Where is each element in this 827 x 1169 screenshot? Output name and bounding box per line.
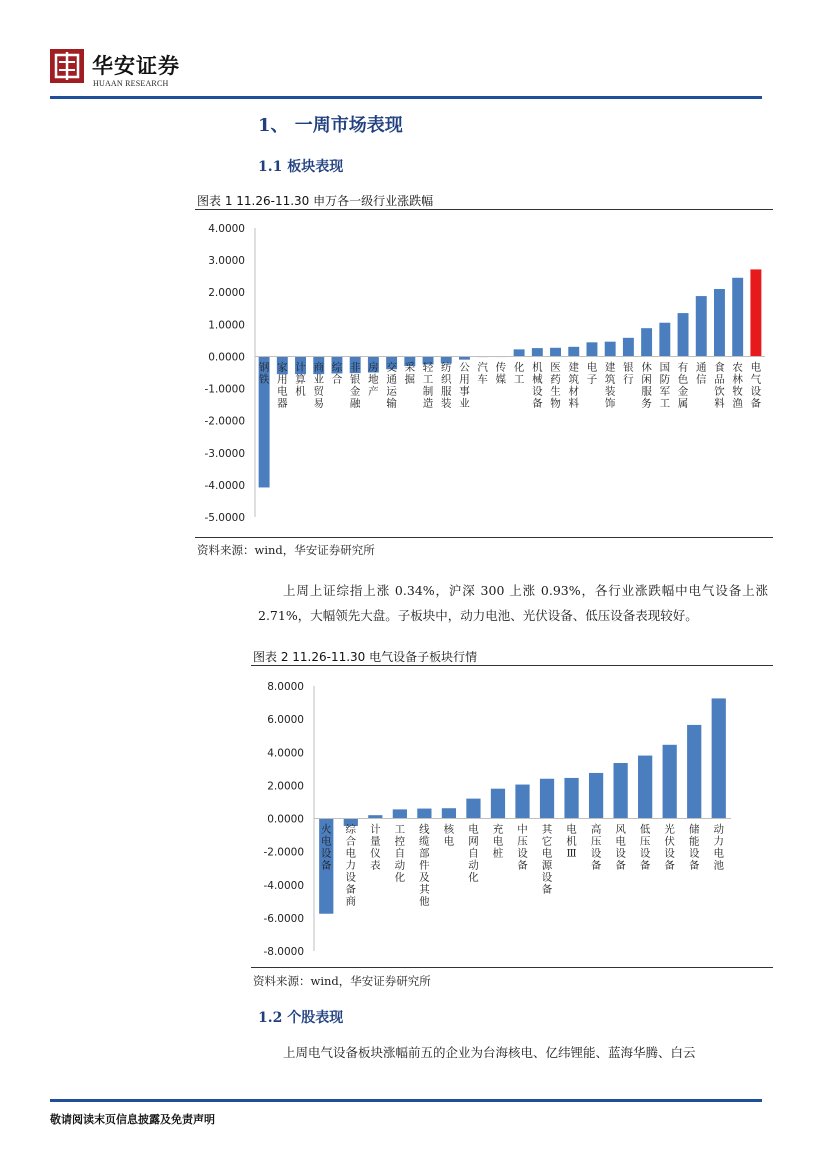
subsector-bar <box>687 725 701 819</box>
industry-bar <box>587 342 598 356</box>
figure2-top-rule <box>251 665 773 666</box>
industry-category-label: 有色金属 <box>677 361 689 410</box>
footer-disclaimer: 敬请阅读末页信息披露及免责声明 <box>50 1113 215 1126</box>
subsector-y-tick-label: 6.0000 <box>267 714 304 727</box>
figure2-caption: 图表 2 11.26-11.30 电气设备子板块行情 <box>253 650 478 664</box>
subsector-category-label: 工控自动化 <box>394 823 406 884</box>
industry-category-label: 采掘 <box>404 361 416 386</box>
industry-category-label: 化工 <box>513 361 525 386</box>
industry-category-label: 轻工制造 <box>422 361 434 410</box>
industry-category-label: 房地产 <box>368 361 379 398</box>
industry-category-label: 国防军工 <box>659 361 671 410</box>
industry-category-label: 传媒 <box>495 361 507 386</box>
subsector-returns-chart <box>251 668 775 966</box>
subsector-category-label: 中压设备 <box>517 823 528 872</box>
subsector-bar <box>589 773 603 819</box>
industry-category-label: 农林牧渔 <box>732 361 743 410</box>
industry-y-tick-label: 4.0000 <box>208 223 245 235</box>
subsector-bar <box>712 698 726 818</box>
industry-y-tick-label: -4.0000 <box>204 479 245 492</box>
subsector-y-tick-label: -2.0000 <box>263 846 304 859</box>
stock-summary-paragraph <box>258 1040 768 1065</box>
industry-y-tick-label: -5.0000 <box>204 512 245 524</box>
subsector-category-label: 风电设备 <box>615 823 626 872</box>
subsection-title-sector: 1.1 板块表现 <box>258 159 344 175</box>
subsector-y-tick-label: 2.0000 <box>267 780 304 793</box>
subsector-y-tick-label: 4.0000 <box>267 747 304 760</box>
market-summary-text: 上周上证综指上涨 0.34%，沪深 300 上涨 0.93%，各行业涨跌幅中电气设备上涨 2.71%，大幅领先大盘。子板块中，动力电池、光伏设备、低压设备表现较好。 <box>258 583 768 623</box>
subsector-bar <box>417 809 431 819</box>
industry-y-tick-label: 0.0000 <box>208 351 245 364</box>
subsector-bar <box>393 809 407 818</box>
subsector-y-tick-label: 8.0000 <box>267 681 304 693</box>
subsector-category-label: 充电桩 <box>492 823 504 860</box>
market-summary-paragraph <box>258 578 768 628</box>
industry-bar <box>641 328 652 356</box>
industry-category-label: 食品饮料 <box>714 361 725 410</box>
subsector-bar <box>442 808 456 818</box>
subsector-category-label: 光伏设备 <box>664 823 675 872</box>
industry-y-tick-label: -1.0000 <box>204 383 245 396</box>
industry-category-label: 交通运输 <box>386 361 397 410</box>
industry-category-label: 综合 <box>331 361 343 386</box>
industry-bar <box>659 323 670 357</box>
industry-bar <box>568 347 579 357</box>
industry-bar <box>714 289 725 356</box>
industry-category-label: 家用电器 <box>277 361 288 410</box>
stock-summary-text: 上周电气设备板块涨幅前五的企业为台海核电、亿纬锂能、蓝海华腾、白云 <box>283 1045 696 1060</box>
figure2-source: 资料来源：wind，华安证券研究所 <box>253 974 431 988</box>
subsector-y-tick-label: 0.0000 <box>267 813 304 826</box>
industry-category-label: 机械设备 <box>532 361 543 410</box>
subsector-bar <box>540 779 554 819</box>
subsector-category-label: 其它电源设备 <box>541 823 553 896</box>
figure1-bottom-rule <box>195 537 773 538</box>
industry-category-label: 电气设备 <box>750 361 762 410</box>
industry-bar <box>623 338 634 357</box>
logo-chinese-name: 华安证券 <box>92 53 180 78</box>
figure1-top-rule <box>195 209 773 210</box>
subsector-bar <box>515 785 529 819</box>
industry-y-tick-label: -3.0000 <box>204 447 245 460</box>
subsector-bar <box>564 778 578 819</box>
figure1-source: 资料来源：wind，华安证券研究所 <box>197 543 375 557</box>
subsector-category-label: 储能设备 <box>688 823 700 872</box>
industry-bar <box>550 348 561 357</box>
subsector-bar <box>491 789 505 819</box>
industry-category-label: 休闲服务 <box>641 361 652 410</box>
industry-bar <box>514 349 525 356</box>
industry-bar <box>732 278 743 357</box>
subsector-category-label: 电网自动化 <box>468 823 479 884</box>
industry-category-label: 非银金融 <box>349 361 361 410</box>
industry-bar <box>605 342 616 357</box>
figure2-bottom-rule <box>251 967 773 968</box>
subsector-bar <box>614 763 628 818</box>
subsector-bar <box>638 756 652 819</box>
subsection-title-stocks: 1.2 个股表现 <box>258 1010 344 1026</box>
industry-category-label: 通信 <box>696 361 707 386</box>
industry-y-tick-label: 2.0000 <box>208 287 245 300</box>
industry-category-label: 银行 <box>623 361 634 386</box>
industry-bar <box>750 269 761 356</box>
industry-y-tick-label: 1.0000 <box>208 319 245 332</box>
industry-y-tick-label: 3.0000 <box>208 255 245 268</box>
industry-category-label: 公用事业 <box>459 361 470 410</box>
subsector-category-label: 核电 <box>443 823 455 848</box>
industry-bar <box>532 348 543 356</box>
subsector-category-label: 低压设备 <box>639 823 651 872</box>
industry-returns-chart <box>195 212 775 537</box>
footer-rule <box>50 1099 762 1102</box>
industry-bar <box>678 313 689 356</box>
industry-category-label: 电子 <box>586 361 598 386</box>
subsector-bar <box>466 799 480 819</box>
industry-category-label: 建筑材料 <box>568 361 579 410</box>
industry-bar <box>696 296 707 356</box>
industry-category-label: 计算机 <box>295 361 306 398</box>
industry-category-label: 商业贸易 <box>313 361 324 410</box>
figure1-caption: 图表 1 11.26-11.30 申万各一级行业涨跌幅 <box>197 194 434 208</box>
industry-category-label: 医药生物 <box>550 361 561 410</box>
industry-category-label: 建筑装饰 <box>604 361 616 410</box>
industry-category-label: 汽车 <box>477 361 488 386</box>
subsector-category-label: 综合电力设备商 <box>345 823 357 908</box>
subsector-category-label: 火电设备 <box>321 823 332 872</box>
subsector-category-label: 动力电池 <box>713 823 724 872</box>
subsector-category-label: 线缆部件及其他 <box>419 823 430 908</box>
subsector-category-label: 电机 Ⅲ <box>566 823 577 860</box>
subsector-category-label: 计量仪表 <box>370 823 381 872</box>
subsector-bar <box>663 745 677 819</box>
logo-english-name: HUAAN RESEARCH <box>93 79 169 88</box>
subsector-y-tick-label: -4.0000 <box>263 879 304 892</box>
industry-category-label: 纺织服装 <box>441 361 452 410</box>
industry-y-tick-label: -2.0000 <box>204 415 245 428</box>
subsector-y-tick-label: -8.0000 <box>263 946 304 958</box>
header-rule <box>50 96 762 99</box>
subsector-y-tick-label: -6.0000 <box>263 912 304 925</box>
industry-category-label: 钢铁 <box>258 361 270 386</box>
company-logo <box>50 49 84 83</box>
subsector-category-label: 高压设备 <box>590 823 602 872</box>
section-title: 1、 一周市场表现 <box>258 115 403 136</box>
